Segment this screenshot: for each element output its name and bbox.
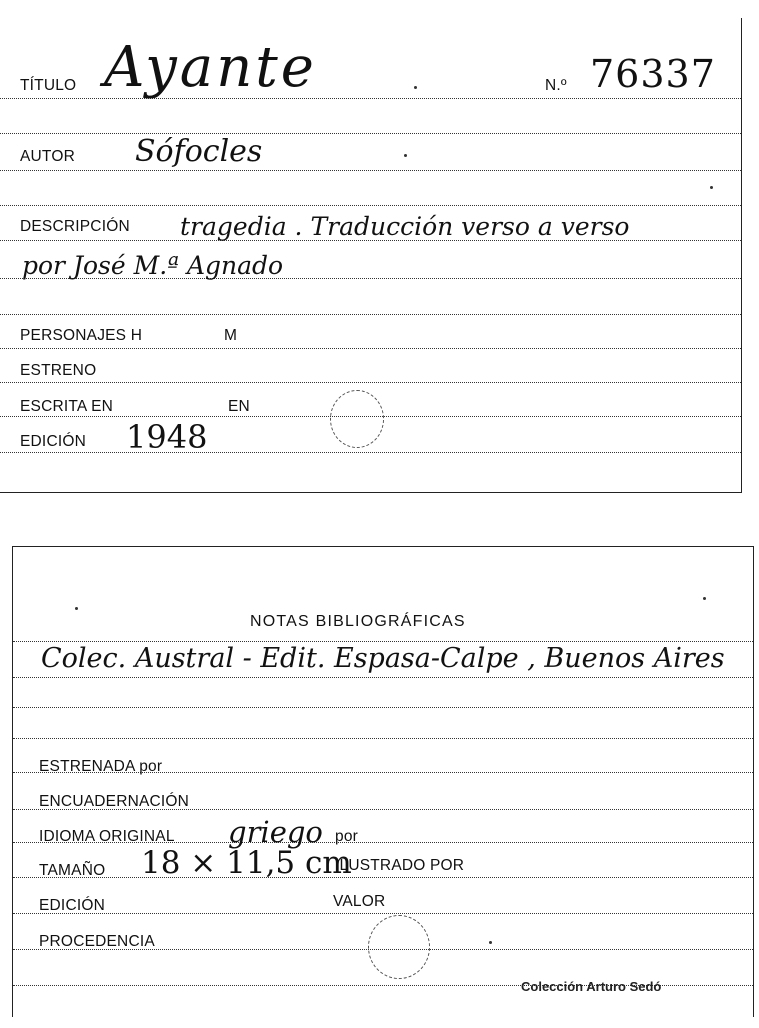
valor-label: VALOR — [333, 893, 386, 910]
autor-value: Sófocles — [135, 134, 263, 169]
idioma-label: IDIOMA ORIGINAL — [39, 828, 175, 845]
collection-stamp — [519, 971, 679, 999]
edicion-label: EDICIÓN — [39, 897, 105, 914]
autor-label: AUTOR — [20, 148, 75, 165]
tamano-value: 18 × 11,5 cm — [141, 845, 352, 881]
idioma-value: griego — [228, 815, 323, 849]
ruled-line — [0, 170, 741, 171]
titulo-value: Ayante — [104, 35, 317, 100]
numero-label: N.º — [545, 77, 567, 94]
estrenada-label: ESTRENADA por — [39, 758, 163, 775]
edicion-value: 1948 — [126, 418, 208, 456]
edicion-label: EDICIÓN — [20, 433, 86, 450]
ink-speck — [710, 186, 713, 189]
ink-speck — [75, 607, 78, 610]
descripcion-label: DESCRIPCIÓN — [20, 218, 130, 235]
personajes-m-label: M — [224, 327, 238, 344]
catalog-card-front — [0, 18, 742, 493]
encuadernacion-label: ENCUADERNACIÓN — [39, 793, 190, 810]
ruled-line — [0, 314, 741, 315]
ink-speck — [404, 154, 407, 157]
ruled-line — [13, 707, 753, 708]
ink-speck — [703, 597, 706, 600]
ruled-line — [0, 452, 741, 453]
personajes-label: PERSONAJES H — [20, 327, 143, 344]
ink-speck — [414, 86, 417, 89]
ruled-line — [0, 133, 741, 134]
numero-value: 76337 — [590, 52, 716, 96]
ruled-line — [13, 913, 753, 914]
descripcion-value-line1: tragedia . Traducción verso a verso — [180, 212, 630, 241]
escrita-en-label: ESCRITA EN — [20, 398, 114, 415]
estreno-label: ESTRENO — [20, 362, 97, 379]
notas-heading: NOTAS BIBLIOGRÁFICAS — [250, 613, 466, 630]
svg-text:Colección Arturo Sedó: Colección Arturo Sedó — [521, 979, 662, 994]
ruled-line — [13, 677, 753, 678]
ruled-line — [13, 738, 753, 739]
catalog-card-back — [12, 546, 754, 1017]
por-label: por — [335, 828, 359, 845]
en-label: EN — [228, 398, 250, 415]
ruled-line — [0, 382, 741, 383]
ilustrado-label: ILUSTRADO POR — [335, 857, 465, 874]
descripcion-value-line2: por José M.ª Agnado — [22, 251, 284, 280]
ruled-line — [13, 641, 753, 642]
notas-value: Colec. Austral - Edit. Espasa-Calpe , Buenos Aires — [41, 643, 725, 674]
ruled-line — [0, 348, 741, 349]
procedencia-label: PROCEDENCIA — [39, 933, 155, 950]
tamano-label: TAMAÑO — [39, 862, 106, 879]
titulo-label: TÍTULO — [20, 77, 77, 94]
ruled-line — [0, 205, 741, 206]
ink-speck — [489, 941, 492, 944]
stamp-circle — [330, 390, 384, 448]
stamp-circle — [368, 915, 430, 979]
ruled-line — [13, 877, 753, 878]
